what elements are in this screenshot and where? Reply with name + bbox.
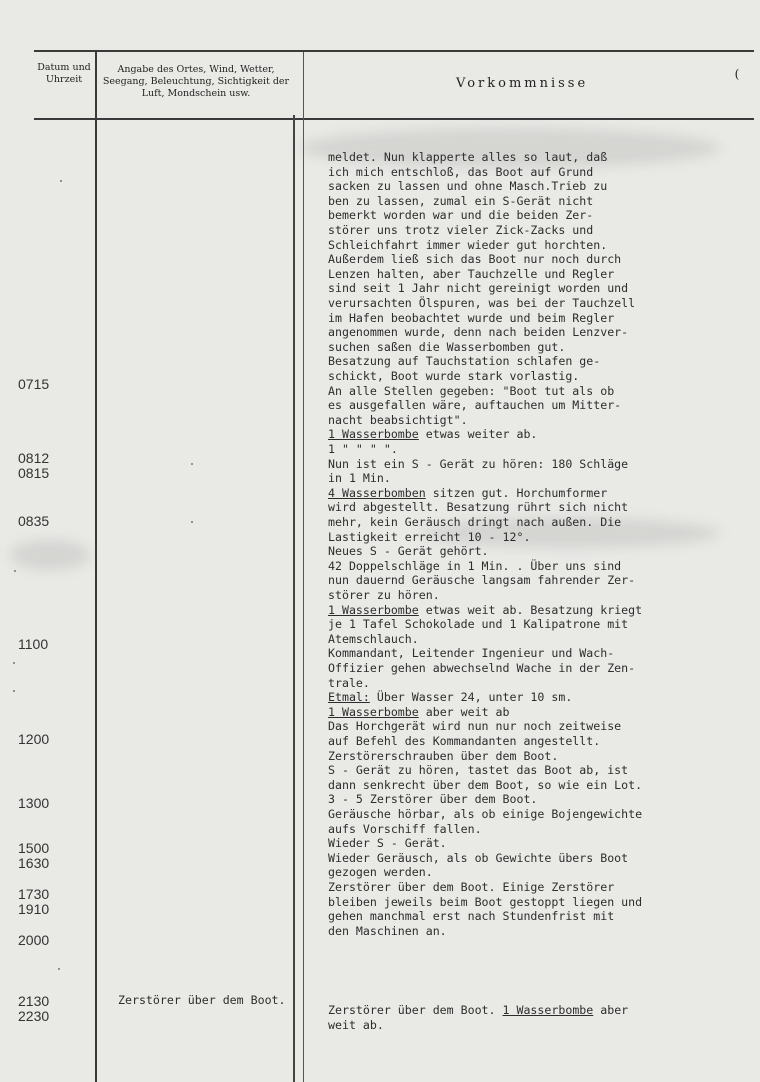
event-line: wird abgestellt. Besatzung rührt sich nicht — [328, 500, 629, 515]
header-col-events: Vorkommnisse — [456, 76, 589, 91]
event-line: ich mich entschloß, das Boot auf Grund — [328, 164, 594, 179]
event-line: im Hafen beobachtet wurde und beim Regler — [328, 310, 615, 325]
ink-smudge — [10, 540, 90, 570]
margin-dot — [13, 662, 15, 664]
event-line: schickt, Boot wurde stark vorlastig. — [328, 369, 580, 383]
event-line-rest: Über Wasser 24, unter 10 sm. — [369, 690, 573, 705]
time-1100: 1100 — [18, 636, 49, 652]
margin-dot — [191, 521, 193, 523]
underlined-phrase: 4 Wasserbomben — [328, 485, 426, 500]
event-line: verursachten Ölspuren, was bei der Tauchzell — [328, 296, 636, 310]
event-line: gezogen werden. — [328, 865, 433, 880]
event-line: Neues S - Gerät gehört. — [328, 544, 489, 559]
event-line: Schleichfahrt immer wieder gut horchten. — [328, 237, 608, 252]
event-line: den Maschinen an. — [328, 923, 447, 938]
event-line: in 1 Min. — [328, 471, 391, 486]
event-line: bemerkt worden war und die beiden Zer- — [328, 208, 594, 223]
event-line: meldet. Nun klapperte alles so laut, daß — [328, 150, 608, 164]
entry-2230-pre: Zerstörer über dem Boot. — [328, 1003, 503, 1017]
time-1500: 1500 — [18, 840, 50, 856]
entry-2130: Zerstörer über dem Boot. — [118, 993, 286, 1007]
col2-divider-inner — [303, 52, 304, 1082]
event-line: störer uns trotz vieler Zick-Zacks und — [328, 223, 594, 237]
entry-2230 — [328, 1003, 753, 1018]
margin-dot — [14, 570, 16, 572]
event-line: Außerdem ließ sich das Boot nur noch durch — [328, 252, 622, 267]
event-line: je 1 Tafel Schokolade und 1 Kalipatrone mit — [328, 617, 629, 632]
event-line: Besatzung auf Tauchstation schlafen ge- — [328, 354, 601, 369]
entry-2230-line2: weit ab. — [328, 1018, 384, 1032]
event-line — [328, 705, 753, 720]
event-line: auf Befehl des Kommandanten angestellt. — [328, 734, 601, 748]
time-0812: 0812 — [18, 450, 50, 466]
event-line: Zerstörer über dem Boot. Einige Zerstörer — [328, 880, 615, 894]
event-line: trale. — [328, 675, 370, 690]
event-line: Atemschlauch. — [328, 631, 419, 646]
event-line-rest: etwas weiter ab. — [418, 427, 538, 442]
event-line: angenommen wurde, denn nach beiden Lenzver- — [328, 325, 629, 340]
time-1910: 1910 — [18, 901, 50, 917]
event-line-rest: sitzen gut. Horchumformer — [425, 485, 608, 500]
event-line: bleiben jeweils beim Boot gestoppt liegen und — [328, 894, 643, 909]
event-line: suchen saßen die Wasserbomben gut. — [328, 339, 566, 354]
event-line: störer zu hören. — [328, 588, 440, 602]
time-2130: 2130 — [18, 993, 50, 1009]
event-line: mehr, kein Geräusch dringt nach außen. Die — [328, 515, 622, 529]
event-line: Lastigkeit erreicht 10 - 12°. — [328, 529, 531, 544]
top-rule — [34, 50, 754, 52]
event-line: Zerstörerschrauben über dem Boot. — [328, 748, 559, 763]
event-line: es ausgefallen wäre, auftauchen um Mitter- — [328, 398, 622, 413]
event-line: Geräusche hörbar, als ob einige Bojengewichte — [328, 807, 643, 821]
col2-divider — [293, 115, 295, 1082]
event-line: An alle Stellen gegeben: "Boot tut als ob — [328, 383, 615, 398]
entry-2230-post: aber — [593, 1003, 629, 1017]
underlined-phrase: Etmal: — [328, 690, 370, 705]
event-line-rest: aber weit ab — [418, 704, 510, 719]
event-line: Offizier gehen abwechselnd Wache in der Zen- — [328, 661, 636, 675]
time-2000: 2000 — [18, 932, 50, 948]
corner-mark: ( — [734, 67, 740, 81]
event-line: Wieder Geräusch, als ob Gewichte übers Boot — [328, 850, 629, 865]
event-line: nacht beabsichtigt". — [328, 412, 468, 427]
event-line: sacken zu lassen und ohne Masch.Trieb zu — [328, 179, 608, 194]
margin-dot — [58, 968, 60, 970]
time-1300: 1300 — [18, 795, 50, 811]
margin-dot — [60, 180, 62, 182]
event-line: 1 " " " ". — [328, 442, 398, 456]
event-line: Lenzen halten, aber Tauchzelle und Regler — [328, 266, 615, 281]
event-line: nun dauernd Geräusche langsam fahrender Zer- — [328, 573, 636, 588]
event-line: Kommandant, Leitender Ingenieur und Wach- — [328, 646, 615, 661]
time-0815: 0815 — [18, 465, 50, 481]
underlined-phrase: 1 Wasserbombe — [328, 704, 419, 719]
event-line: aufs Vorschiff fallen. — [328, 821, 482, 836]
event-line-rest: etwas weit ab. Besatzung kriegt — [418, 602, 643, 617]
header-col-location: Angabe des Ortes, Wind, Wetter, Seegang, Beleuchtung, Sichtigkeit der Luft, Mondschein usw. — [102, 64, 290, 99]
underlined-phrase: 1 Wasserbombe — [328, 427, 419, 442]
margin-dot — [191, 463, 193, 465]
time-1730: 1730 — [18, 886, 50, 902]
col1-divider — [95, 52, 97, 1082]
underlined-phrase: 1 Wasserbombe — [328, 602, 419, 617]
event-line: ben zu lassen, zumal ein S-Gerät nicht — [328, 193, 594, 208]
header-bottom-rule — [34, 118, 754, 120]
header-col-date: Datum und Uhrzeit — [37, 62, 91, 85]
time-0715: 0715 — [18, 376, 50, 392]
event-line: Das Horchgerät wird nun nur noch zeitweise — [328, 719, 622, 734]
event-line — [328, 690, 753, 705]
entry-2230-underlined: 1 Wasserbombe — [502, 1003, 594, 1017]
event-line: 3 - 5 Zerstörer über dem Boot. — [328, 792, 538, 807]
event-line — [328, 603, 753, 618]
event-line: 42 Doppelschläge in 1 Min. . Über uns sind — [328, 558, 622, 573]
event-line: S - Gerät zu hören, tastet das Boot ab, ist — [328, 763, 629, 778]
time-1200: 1200 — [18, 731, 50, 747]
time-1630: 1630 — [18, 855, 50, 871]
time-2230: 2230 — [18, 1008, 50, 1024]
event-line — [328, 486, 753, 501]
event-line: sind seit 1 Jahr nicht gereinigt worden und — [328, 281, 629, 296]
margin-dot — [13, 690, 15, 692]
event-line: dann senkrecht über dem Boot, so wie ein Lot. — [328, 777, 643, 792]
event-line: Nun ist ein S - Gerät zu hören: 180 Schläge — [328, 456, 629, 471]
event-line: Wieder S - Gerät. — [328, 836, 447, 851]
event-line: gehen manchmal erst nach Stundenfrist mit — [328, 909, 615, 924]
time-0835: 0835 — [18, 513, 50, 529]
event-line — [328, 427, 753, 442]
